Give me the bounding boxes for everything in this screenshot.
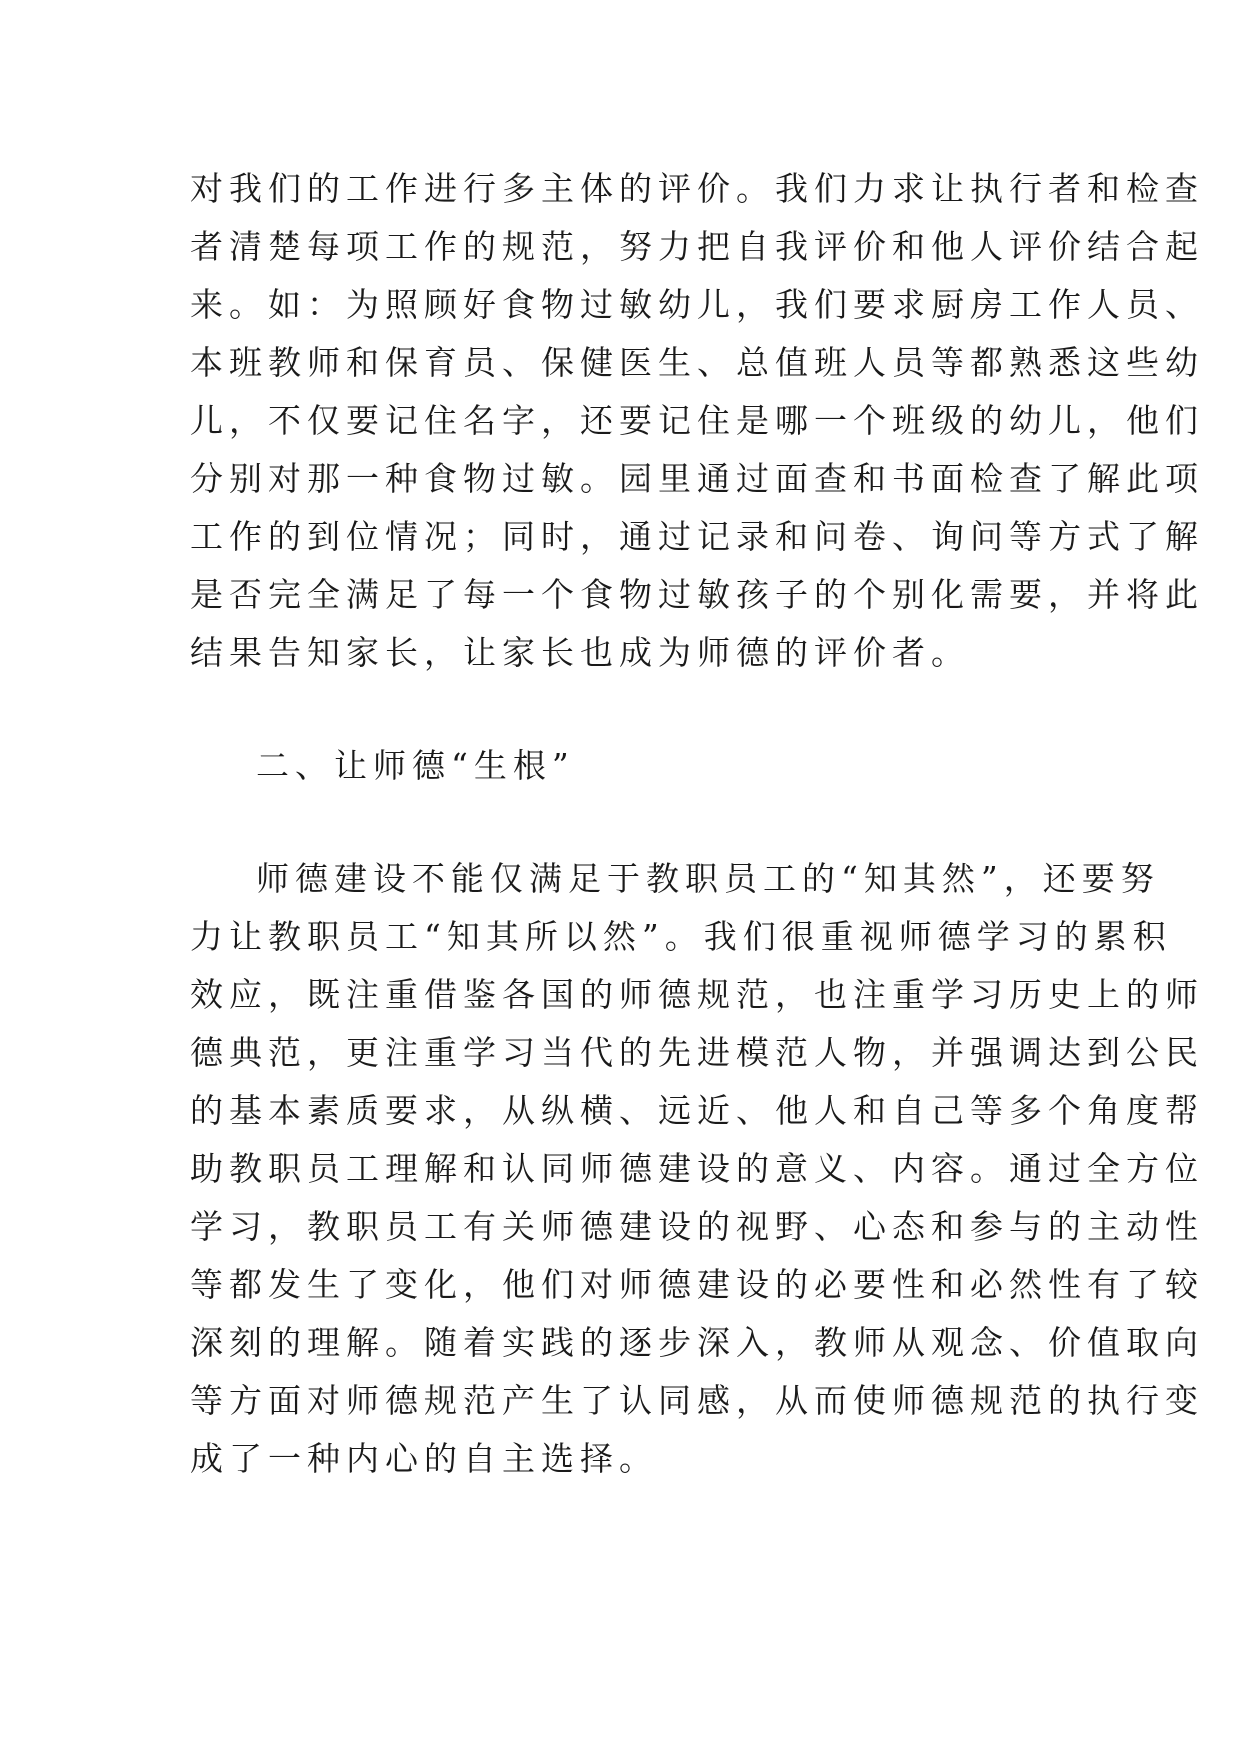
paragraph-line: 分别对那一种食物过敏。园里通过面查和书面检查了解此项 bbox=[190, 459, 1204, 498]
paragraph-line: 成了一种内心的自主选择。 bbox=[190, 1439, 658, 1478]
paragraph-line: 助教职员工理解和认同师德建设的意义、内容。通过全方位 bbox=[190, 1149, 1204, 1188]
paragraph-line: 力让教职员工“知其所以然”。我们很重视师德学习的累积 bbox=[190, 917, 1172, 956]
document-body bbox=[190, 160, 1204, 1488]
paragraph-line: 本班教师和保育员、保健医生、总值班人员等都熟悉这些幼 bbox=[190, 343, 1204, 382]
paragraph-line: 等都发生了变化，他们对师德建设的必要性和必然性有了较 bbox=[190, 1265, 1204, 1304]
section-heading: 二、让师德“生根” bbox=[256, 746, 575, 785]
paragraph-rooting bbox=[190, 850, 1204, 1488]
paragraph-evaluation bbox=[190, 160, 1204, 682]
paragraph-line: 的基本素质要求，从纵横、远近、他人和自己等多个角度帮 bbox=[190, 1091, 1204, 1130]
paragraph-line: 德典范，更注重学习当代的先进模范人物，并强调达到公民 bbox=[190, 1033, 1204, 1072]
paragraph-line: 师德建设不能仅满足于教职员工的“知其然”，还要努 bbox=[256, 859, 1160, 898]
paragraph-line: 者清楚每项工作的规范，努力把自我评价和他人评价结合起 bbox=[190, 227, 1204, 266]
paragraph-spacing bbox=[190, 682, 1050, 737]
paragraph-line: 对我们的工作进行多主体的评价。我们力求让执行者和检查 bbox=[190, 169, 1204, 208]
paragraph-line: 结果告知家长，让家长也成为师德的评价者。 bbox=[190, 633, 970, 672]
paragraph-line: 是否完全满足了每一个食物过敏孩子的个别化需要，并将此 bbox=[190, 575, 1204, 614]
paragraph-line: 等方面对师德规范产生了认同感，从而使师德规范的执行变 bbox=[190, 1381, 1204, 1420]
paragraph-line: 效应，既注重借鉴各国的师德规范，也注重学习历史上的师 bbox=[190, 975, 1204, 1014]
paragraph-line: 儿，不仅要记住名字，还要记住是哪一个班级的幼儿，他们 bbox=[190, 401, 1204, 440]
paragraph-line: 工作的到位情况；同时，通过记录和问卷、询问等方式了解 bbox=[190, 517, 1204, 556]
paragraph-line: 深刻的理解。随着实践的逐步深入，教师从观念、价值取向 bbox=[190, 1323, 1204, 1362]
paragraph-spacing bbox=[190, 795, 1050, 850]
paragraph-line: 学习，教职员工有关师德建设的视野、心态和参与的主动性 bbox=[190, 1207, 1204, 1246]
paragraph-line: 来。如：为照顾好食物过敏幼儿，我们要求厨房工作人员、 bbox=[190, 285, 1204, 324]
